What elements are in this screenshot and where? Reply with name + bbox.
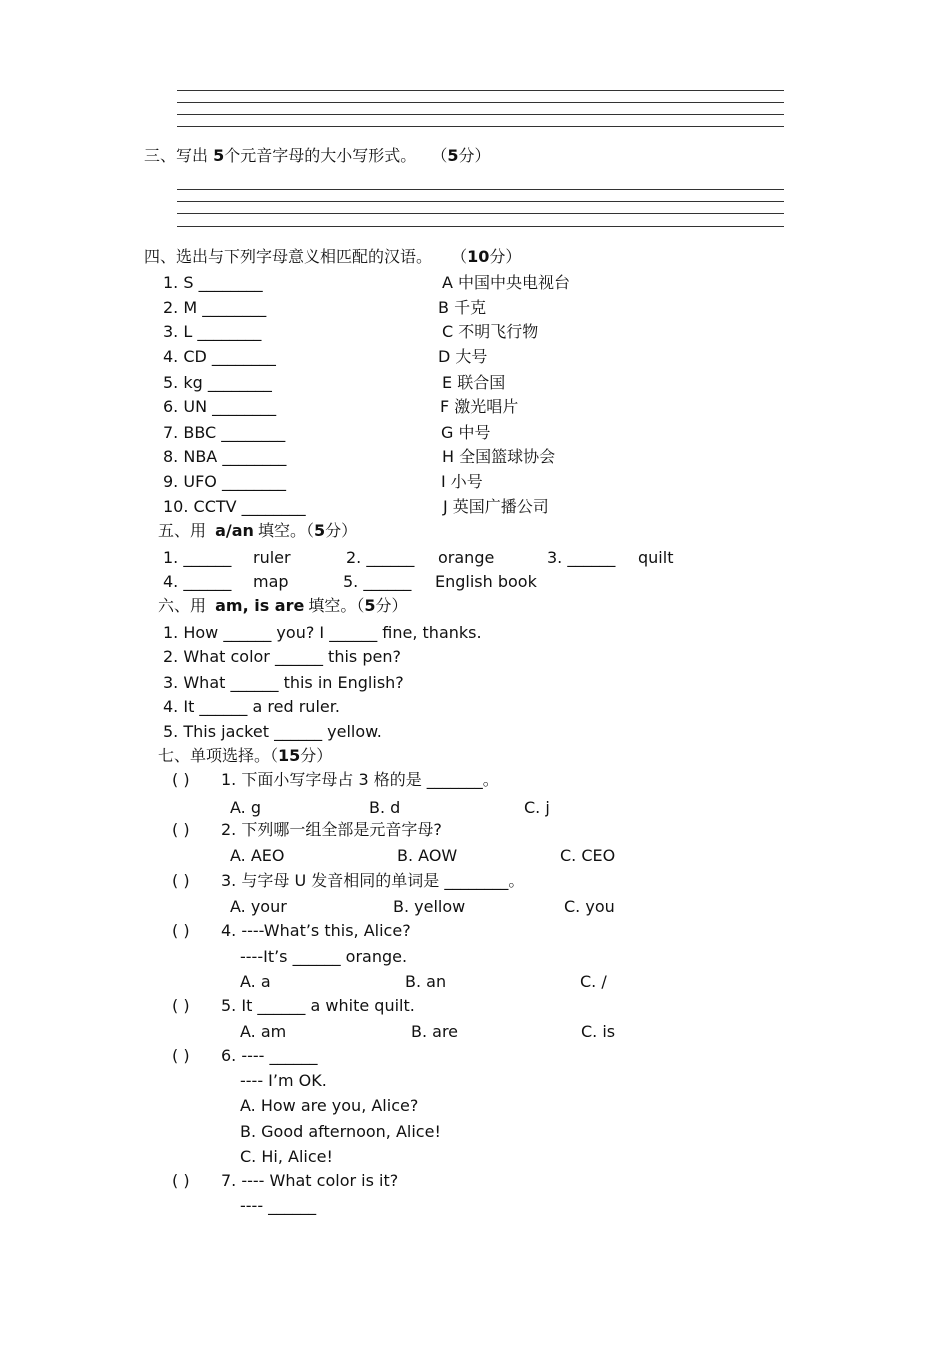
option-b: B. an [405,972,447,991]
option-a: A. g [230,798,261,817]
option-c: C. j [524,798,550,817]
match-answer: G 中号 [441,423,491,442]
option-a: A. How are you, Alice? [240,1096,419,1115]
section5-score: 5 [313,521,326,540]
option-b: B. AOW [397,846,458,865]
section3-score: 5 [447,146,459,165]
section3-heading [144,146,491,166]
section6-prefix: 六、用 [158,596,207,615]
question-line: ---- ______ [240,1196,317,1215]
option-b: B. d [369,798,401,817]
match-answer: H 全国篮球协会 [442,447,556,466]
fill-blank-number: 2. ______ [346,548,415,567]
match-answer: D 大号 [438,347,488,366]
match-answer: A 中国中央电视台 [442,273,571,292]
match-question: 6. UN ________ [163,397,277,416]
fill-blank-word: orange [438,548,495,567]
question-line: ----It’s ______ orange. [240,947,408,966]
fill-blank-word: ruler [253,548,291,567]
match-answer: J 英国广播公司 [443,497,549,516]
writing-line [177,90,784,91]
question-stem: 4. ----What’s this, Alice? [221,921,411,940]
question-stem: 1. 下面小写字母占 3 格的是 _______。 [221,770,499,789]
section3-count: 5 [213,146,225,165]
section6-score: 5 [364,596,376,615]
option-b: B. are [411,1022,459,1041]
match-question: 4. CD ________ [163,347,276,366]
section5-score-close: 分） [325,521,358,540]
option-b: B. Good afternoon, Alice! [240,1122,441,1141]
writing-line [177,201,784,202]
option-b: B. yellow [393,897,466,916]
option-a: A. your [230,897,287,916]
answer-paren: ( ) [172,996,190,1015]
writing-line [177,114,784,115]
match-answer: B 千克 [438,298,487,317]
section4-heading [144,247,521,267]
section4-score-close: 分） [489,247,522,266]
match-question: 9. UFO ________ [163,472,286,491]
section6-item: 3. What ______ this in English? [163,673,404,692]
fill-blank-word: map [253,572,289,591]
option-a: A. a [240,972,271,991]
writing-line [177,226,784,227]
fill-blank-word: quilt [638,548,674,567]
section5-suffix: 填空。（ [257,521,314,540]
question-stem: 6. ---- ______ [221,1046,318,1065]
section6-item: 5. This jacket ______ yellow. [163,722,382,741]
answer-paren: ( ) [172,1171,190,1190]
option-c: C. you [564,897,615,916]
answer-paren: ( ) [172,770,190,789]
fill-blank-number: 3. ______ [547,548,616,567]
match-question: 7. BBC ________ [163,423,286,442]
section6-heading [158,596,408,616]
section6-suffix: 填空。（ [308,596,365,615]
section4-score-open: （ [451,247,468,266]
match-question: 1. S ________ [163,273,263,292]
question-line: ---- I’m OK. [240,1071,327,1090]
section3-text: 个元音字母的大小写形式。 [224,146,417,165]
option-c: C. Hi, Alice! [240,1147,333,1166]
section4-title: 四、选出与下列字母意义相匹配的汉语。 [144,247,433,266]
match-question: 10. CCTV ________ [163,497,306,516]
section7-heading [158,746,332,766]
section5-heading [158,521,357,541]
question-stem: 2. 下列哪一组全部是元音字母? [221,820,442,839]
section6-keyword: am, is are [215,596,305,615]
writing-line [177,126,784,127]
writing-line [177,189,784,190]
option-c: C. is [581,1022,616,1041]
section6-score-close: 分） [375,596,408,615]
section5-prefix: 五、用 [158,521,207,540]
section3-number: 三、写出 [144,146,209,165]
answer-paren: ( ) [172,1046,190,1065]
match-answer: F 激光唱片 [440,397,519,416]
match-answer: C 不明飞行物 [442,322,539,341]
section6-item: 2. What color ______ this pen? [163,647,401,666]
section5-keyword: a/an [215,521,254,540]
answer-paren: ( ) [172,871,190,890]
writing-line [177,102,784,103]
section7-prefix: 七、单项选择。（ [158,746,279,765]
section7-score-close: 分） [300,746,333,765]
section4-score: 10 [467,247,490,266]
section6-item: 4. It ______ a red ruler. [163,697,340,716]
fill-blank-number: 5. ______ [343,572,412,591]
fill-blank-number: 4. ______ [163,572,232,591]
fill-blank-number: 1. ______ [163,548,232,567]
option-a: A. AEO [230,846,285,865]
option-a: A. am [240,1022,287,1041]
section3-score-close: 分） [458,146,491,165]
match-question: 2. M ________ [163,298,267,317]
match-question: 5. kg ________ [163,373,272,392]
option-c: C. / [580,972,607,991]
match-answer: E 联合国 [442,373,506,392]
question-stem: 5. It ______ a white quilt. [221,996,415,1015]
question-stem: 7. ---- What color is it? [221,1171,399,1190]
writing-line [177,213,784,214]
fill-blank-word: English book [435,572,537,591]
answer-paren: ( ) [172,921,190,940]
match-question: 3. L ________ [163,322,262,341]
section3-score-open: （ [431,146,448,165]
option-c: C. CEO [560,846,616,865]
match-answer: I 小号 [441,472,483,491]
match-question: 8. NBA ________ [163,447,287,466]
section7-score: 15 [278,746,301,765]
question-stem: 3. 与字母 U 发音相同的单词是 ________。 [221,871,525,890]
section6-item: 1. How ______ you? I ______ fine, thanks. [163,623,482,642]
answer-paren: ( ) [172,820,190,839]
